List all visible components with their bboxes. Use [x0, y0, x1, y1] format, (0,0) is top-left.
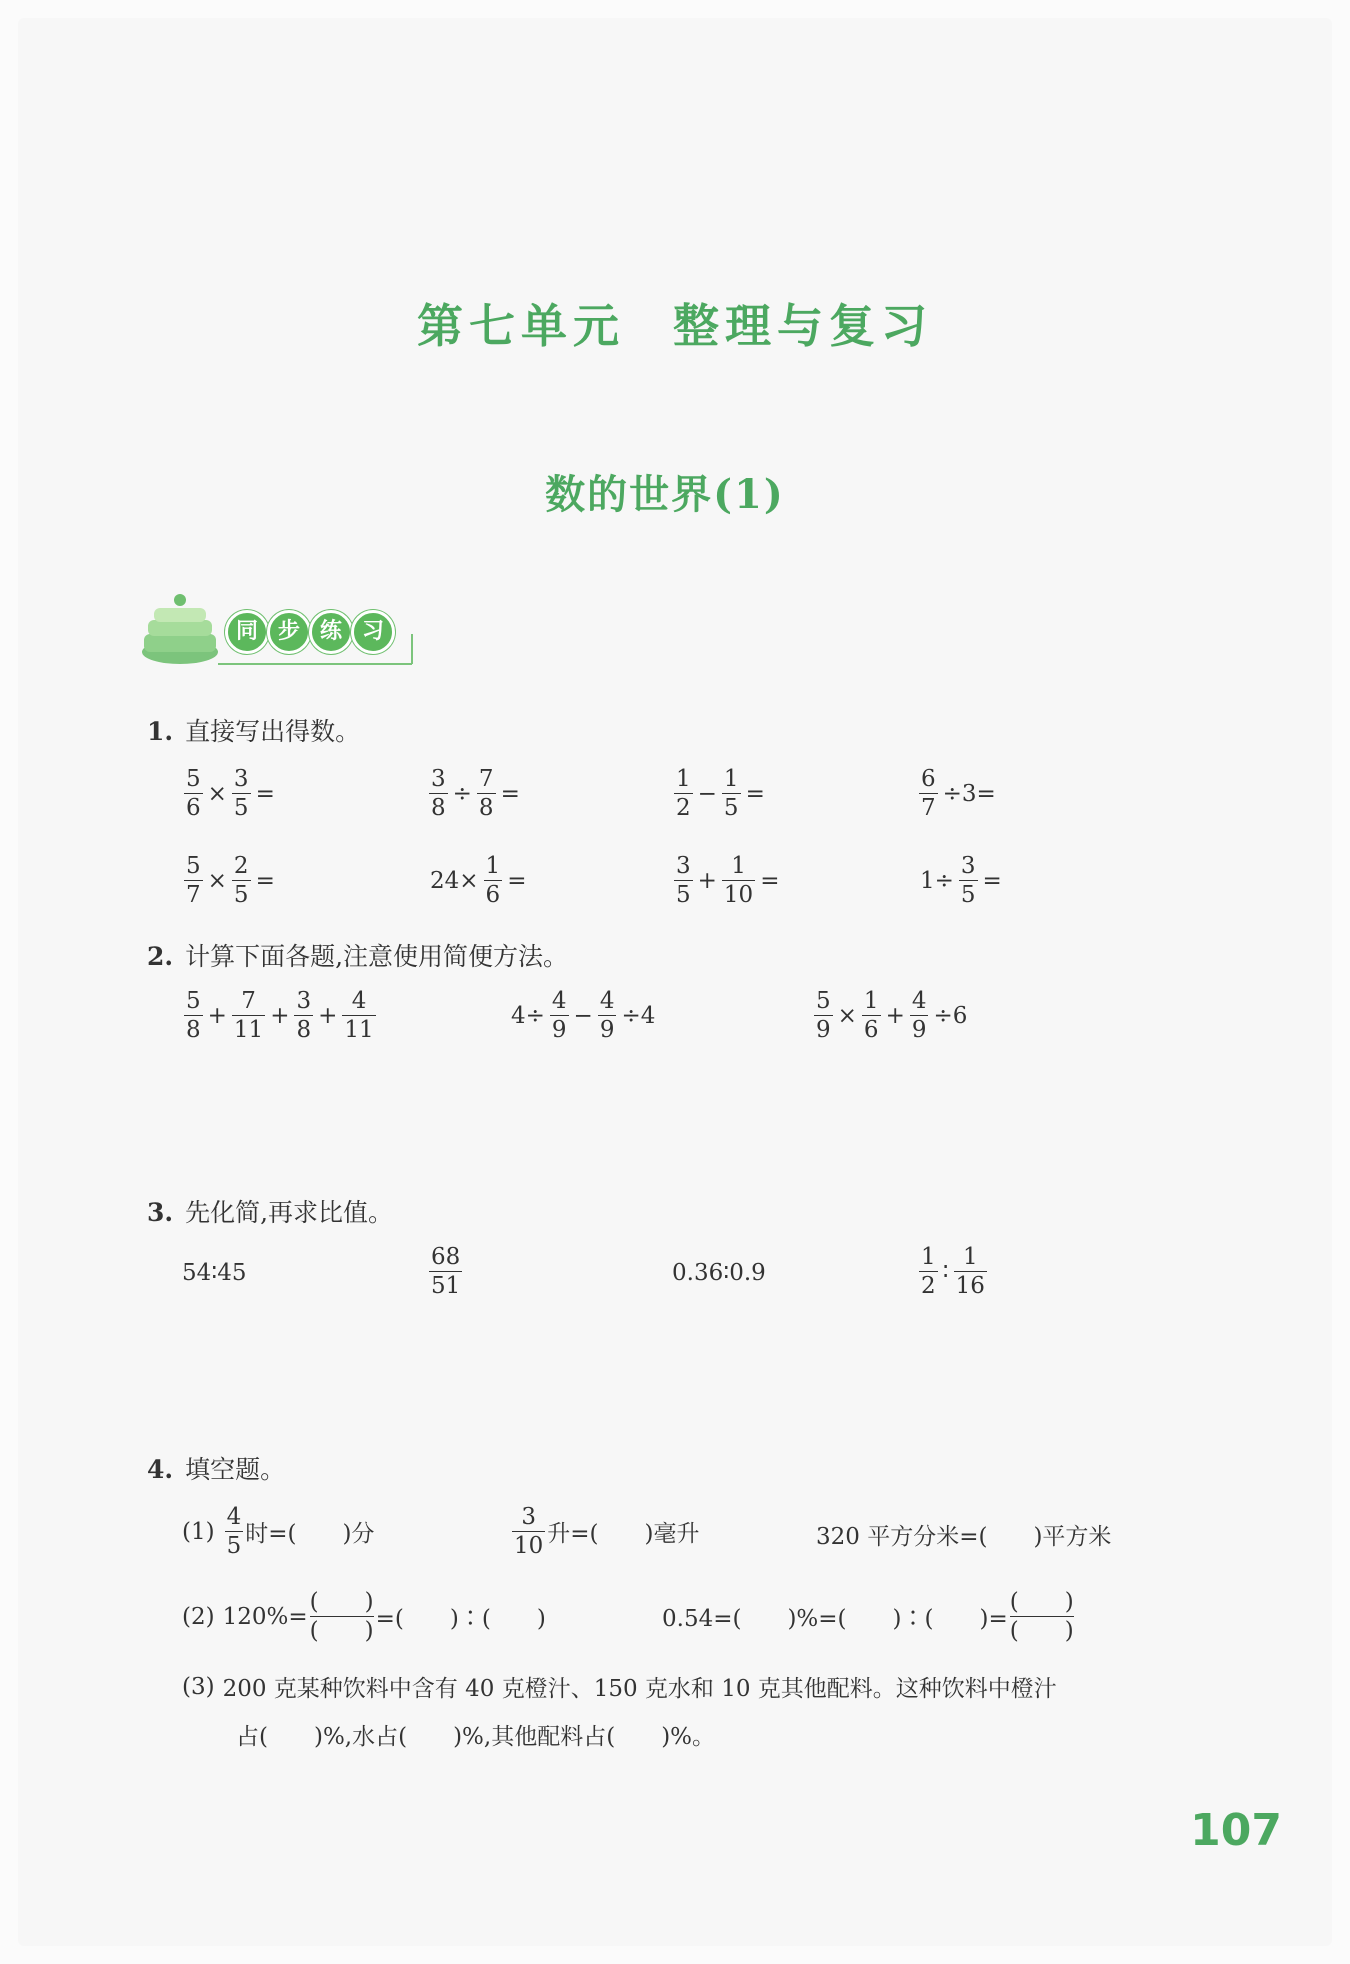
denominator: 9	[816, 1017, 831, 1043]
q3-item-c	[672, 1260, 766, 1286]
ratio-sign: ∶	[942, 1258, 949, 1285]
blank-denominator[interactable]: ( )	[1009, 1618, 1074, 1644]
denominator: 2	[921, 1273, 936, 1299]
numerator: 1	[676, 766, 691, 792]
numerator: 3	[296, 988, 312, 1014]
denominator: 6	[863, 1017, 879, 1043]
question-text: 计算下面各题,注意使用简便方法。	[185, 942, 569, 971]
question-3	[147, 1193, 393, 1229]
operator: +	[318, 1002, 338, 1029]
q4-part-1-b	[510, 1503, 700, 1560]
q1-item-a	[182, 765, 278, 822]
numerator: 3	[521, 1504, 536, 1530]
denominator: 11	[233, 1017, 264, 1043]
fill-blank-text: 时=( )分	[245, 1521, 375, 1547]
q1-item-c	[672, 765, 768, 822]
operator-tail: ÷3=	[942, 780, 996, 807]
operator-lead: 1÷	[920, 867, 954, 894]
question-number: 3.	[147, 1198, 174, 1227]
numerator: 3	[431, 766, 446, 792]
numerator: 3	[233, 766, 249, 792]
fill-blank-text: 升=( )毫升	[547, 1521, 700, 1547]
q1-item-g	[672, 852, 782, 909]
operator: +	[697, 867, 717, 894]
q1-item-d	[917, 765, 999, 822]
q3-item-a	[182, 1260, 247, 1286]
equals-sign: =	[500, 780, 520, 807]
blank-numerator[interactable]: ( )	[1009, 1589, 1074, 1615]
part-label: (1)	[182, 1518, 215, 1545]
ratio-expression: 0.36∶0.9	[672, 1260, 766, 1286]
equals-sign: =	[255, 780, 275, 807]
banner-char-3: 练	[309, 610, 353, 654]
numerator: 1	[962, 1244, 978, 1270]
operator-lead: 4÷	[511, 1002, 545, 1029]
denominator: 5	[676, 882, 691, 908]
q4-part-3	[182, 1670, 1057, 1703]
numerator: 4	[911, 988, 927, 1014]
numerator: 5	[816, 988, 831, 1014]
fill-blank-text: 0.54=( )%=( )∶( )=	[662, 1606, 1008, 1632]
banner-char-2: 步	[267, 610, 311, 654]
numerator: 7	[478, 766, 494, 792]
numerator: 4	[599, 988, 615, 1014]
equals-sign: =	[507, 867, 527, 894]
q3-item-b	[427, 1243, 464, 1300]
denominator: 8	[186, 1017, 201, 1043]
unit-title	[0, 290, 1350, 356]
denominator: 9	[911, 1017, 927, 1043]
question-2	[147, 937, 568, 973]
denominator: 7	[186, 882, 201, 908]
numerator: 68	[431, 1244, 461, 1270]
denominator: 6	[485, 882, 501, 908]
denominator: 10	[723, 882, 754, 908]
blank-numerator[interactable]: ( )	[309, 1589, 374, 1615]
numerator: 5	[186, 853, 201, 879]
question-text: 先化简,再求比值。	[185, 1198, 394, 1227]
fill-blank-text: 占( )%,水占( )%,其他配料占( )%。	[236, 1724, 716, 1750]
numerator: 1	[863, 988, 879, 1014]
part-label: (2)	[182, 1603, 215, 1630]
question-number: 1.	[147, 717, 174, 746]
banner-char-4: 习	[351, 610, 395, 654]
equals-sign: =	[760, 867, 780, 894]
numerator: 1	[485, 853, 501, 879]
numerator: 1	[731, 853, 746, 879]
fill-blank-text: 320 平方分米=( )平方米	[816, 1524, 1112, 1550]
denominator: 8	[296, 1017, 312, 1043]
part-label: (3)	[182, 1673, 215, 1700]
question-1	[147, 712, 360, 748]
q2-item-b	[508, 987, 658, 1044]
operator-tail: ÷4	[621, 1002, 656, 1029]
q4-part-2-b	[662, 1588, 1076, 1645]
q1-item-f	[427, 852, 529, 909]
ratio-expression: 54∶45	[182, 1260, 247, 1286]
q4-part-2	[182, 1588, 546, 1645]
q4-part-1-c	[816, 1518, 1111, 1551]
denominator: 5	[226, 1533, 242, 1559]
numerator: 3	[676, 853, 691, 879]
numerator: 2	[233, 853, 249, 879]
denominator: 6	[186, 795, 201, 821]
q1-item-e	[182, 852, 278, 909]
denominator: 7	[921, 795, 936, 821]
numerator: 5	[186, 766, 201, 792]
question-text: 填空题。	[185, 1455, 286, 1484]
denominator: 10	[514, 1533, 544, 1559]
q2-item-a	[182, 987, 378, 1044]
denominator: 9	[599, 1017, 615, 1043]
numerator: 1	[723, 766, 739, 792]
fill-blank-text: 200 克某种饮料中含有 40 克橙汁、150 克水和 10 克其他配料。这种饮料中橙汁	[222, 1676, 1057, 1702]
denominator: 5	[233, 882, 249, 908]
question-text: 直接写出得数。	[185, 717, 361, 746]
equals-sign: =	[982, 867, 1002, 894]
question-number: 2.	[147, 942, 174, 971]
fill-blank-text: 120%=	[222, 1603, 308, 1630]
denominator: 11	[344, 1017, 374, 1043]
lesson-title: 数的世界(1)	[545, 471, 785, 518]
denominator: 51	[431, 1273, 461, 1299]
operator-tail: ÷6	[933, 1002, 968, 1029]
denominator: 5	[960, 882, 976, 908]
question-number: 4.	[147, 1455, 174, 1484]
numerator: 4	[226, 1504, 242, 1530]
operator: ÷	[452, 780, 472, 807]
operator: ×	[207, 867, 227, 894]
numerator: 4	[351, 988, 367, 1014]
q4-part-3-line2	[236, 1718, 715, 1751]
unit-title-part1: 第七单元	[417, 299, 625, 353]
numerator: 3	[960, 853, 976, 879]
denominator: 5	[233, 795, 249, 821]
numerator: 6	[921, 766, 936, 792]
numerator: 4	[551, 988, 567, 1014]
q1-item-h	[917, 852, 1005, 909]
numerator: 7	[241, 988, 256, 1014]
q2-item-c	[812, 987, 970, 1044]
denominator: 2	[676, 795, 691, 821]
numerator: 5	[186, 988, 201, 1014]
numerator: 1	[921, 1244, 936, 1270]
operator: +	[270, 1002, 290, 1029]
operator: +	[885, 1002, 905, 1029]
equals-sign: =	[745, 780, 765, 807]
banner-char-1: 同	[225, 610, 269, 654]
denominator: 8	[431, 795, 446, 821]
denominator: 8	[478, 795, 494, 821]
operator: ×	[837, 1002, 857, 1029]
q1-item-b	[427, 765, 523, 822]
operator: ×	[207, 780, 227, 807]
operator: −	[697, 780, 717, 807]
q4-part-1	[182, 1503, 374, 1560]
section-banner-label	[225, 610, 393, 654]
fill-blank-text: =( )∶( )	[375, 1606, 546, 1632]
unit-title-part2: 整理与复习	[673, 299, 933, 353]
operator: +	[207, 1002, 227, 1029]
equals-sign: =	[255, 867, 275, 894]
blank-denominator[interactable]: ( )	[309, 1618, 374, 1644]
denominator: 9	[551, 1017, 567, 1043]
denominator: 5	[723, 795, 739, 821]
denominator: 16	[955, 1273, 985, 1299]
page-number: 107	[1190, 1805, 1282, 1856]
operator-lead: 24×	[430, 867, 479, 894]
question-4	[147, 1450, 285, 1486]
q3-item-d	[917, 1243, 989, 1300]
operator: −	[573, 1002, 593, 1029]
